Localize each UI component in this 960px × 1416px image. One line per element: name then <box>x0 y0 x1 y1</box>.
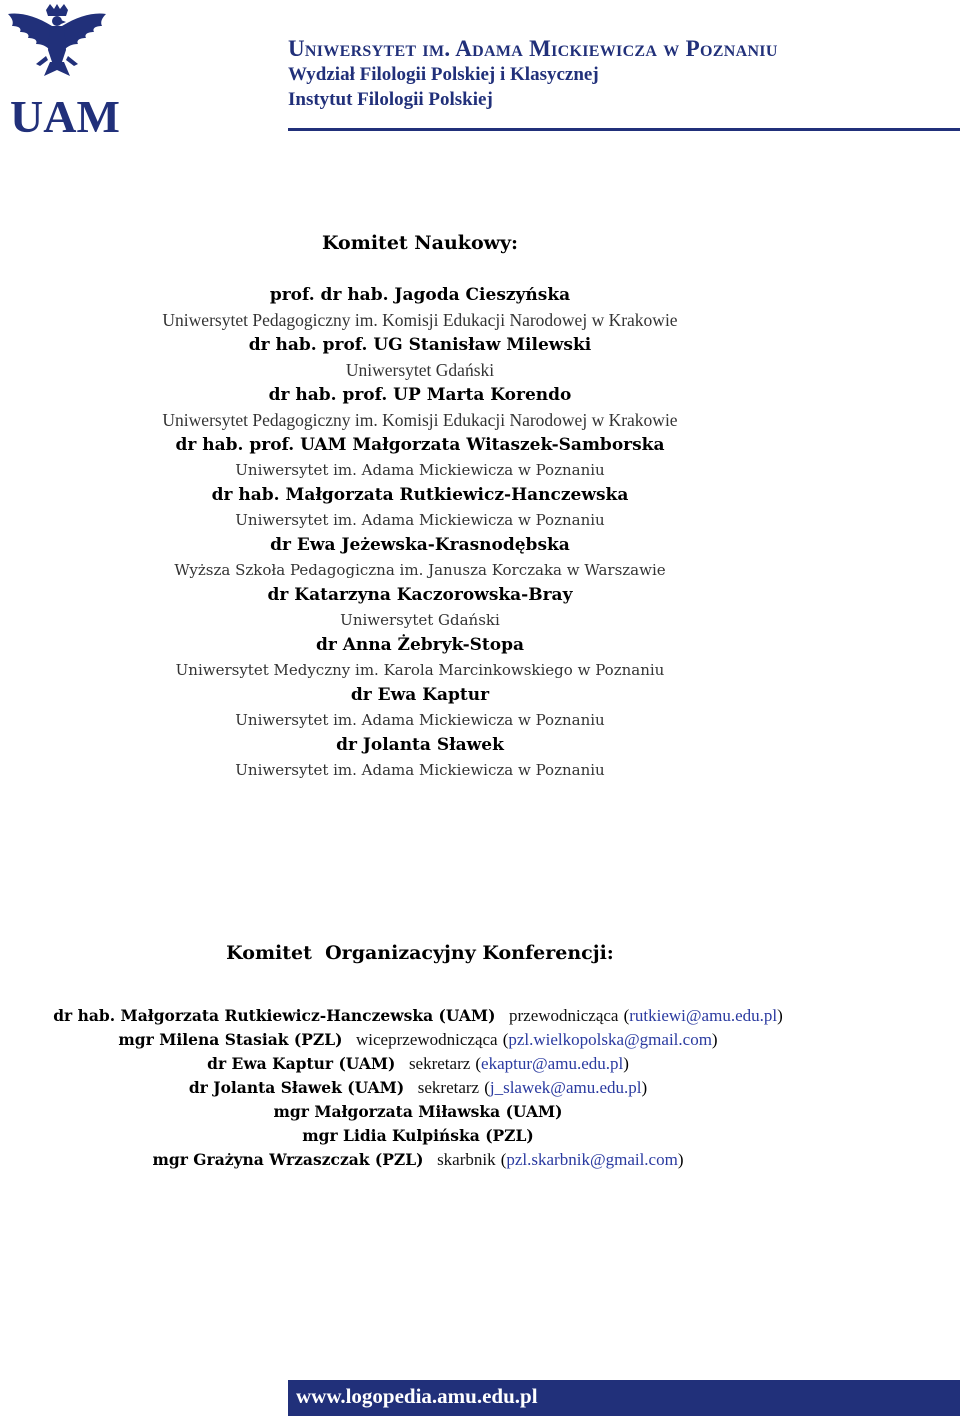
member-name: dr Jolanta Sławek <box>336 735 504 755</box>
organizer-row: dr Ewa Kaptur (UAM) sekretarz (ekaptur@amu.edu.pl) <box>207 1054 629 1073</box>
organizer-row: mgr Grażyna Wrzaszczak (PZL) skarbnik (pzl.skarbnik@gmail.com) <box>152 1150 684 1169</box>
organizer-email-link[interactable]: rutkiewi@amu.edu.pl <box>629 1006 778 1025</box>
member-affiliation: Uniwersytet Medyczny im. Karola Marcinkowskiego w Poznaniu <box>175 661 665 679</box>
organizer-name: mgr Grażyna Wrzaszczak (PZL) <box>152 1150 424 1169</box>
organizer-row: dr hab. Małgorzata Rutkiewicz-Hanczewska (UAM) przewodnicząca (rutkiewi@amu.edu.pl) <box>53 1006 783 1025</box>
committee-member <box>0 433 840 483</box>
header-rule <box>288 128 960 131</box>
organizing-committee-list <box>0 1004 836 1172</box>
organizer-row: mgr Milena Stasiak (PZL) wiceprzewodnicząca (pzl.wielkopolska@gmail.com) <box>118 1030 718 1049</box>
member-name: dr Ewa Jeżewska-Krasnodębska <box>270 535 570 555</box>
institute-name: Instytut Filologii Polskiej <box>288 89 493 110</box>
member-affiliation: Uniwersytet Gdański <box>340 611 500 629</box>
member-name: dr hab. prof. UAM Małgorzata Witaszek-Samborska <box>175 435 665 455</box>
university-name: Uniwersytet im. Adama Mickiewicza w Poznaniu <box>288 36 778 61</box>
faculty-name: Wydział Filologii Polskiej i Klasycznej <box>288 64 599 85</box>
organizer-name: mgr Lidia Kulpińska (PZL) <box>302 1126 534 1145</box>
organizer-role: przewodnicząca <box>509 1006 619 1025</box>
committee-member <box>0 283 840 333</box>
organizer-role: wiceprzewodnicząca <box>356 1030 498 1049</box>
member-affiliation: Uniwersytet Pedagogiczny im. Komisji Edukacji Narodowej w Krakowie <box>162 310 678 330</box>
scientific-committee-list <box>0 283 840 783</box>
committee-member <box>0 683 840 733</box>
letterhead <box>288 36 928 112</box>
member-affiliation: Uniwersytet im. Adama Mickiewicza w Poznaniu <box>235 461 605 479</box>
member-name: dr Anna Żebryk-Stopa <box>315 635 525 655</box>
member-name: dr hab. prof. UP Marta Korendo <box>268 385 572 405</box>
committee-member <box>0 583 840 633</box>
member-affiliation: Uniwersytet im. Adama Mickiewicza w Poznaniu <box>235 711 605 729</box>
organizing-committee-title: Komitet Organizacyjny Konferencji: <box>226 942 614 964</box>
organizer-email-link[interactable]: pzl.skarbnik@gmail.com <box>506 1150 678 1169</box>
scientific-committee-title: Komitet Naukowy: <box>321 232 519 254</box>
uam-eagle-logo-icon <box>6 4 120 142</box>
organizer-role: sekretarz <box>408 1054 471 1073</box>
organizer-role: skarbnik <box>437 1150 496 1169</box>
member-affiliation: Uniwersytet Gdański <box>345 360 495 380</box>
committee-member <box>0 383 840 433</box>
member-name: dr hab. Małgorzata Rutkiewicz-Hanczewska <box>211 485 629 505</box>
organizer-row <box>0 1100 836 1124</box>
member-affiliation: Uniwersytet im. Adama Mickiewicza w Poznaniu <box>235 511 605 529</box>
committee-member <box>0 483 840 533</box>
committee-member <box>0 633 840 683</box>
organizer-email-link[interactable]: pzl.wielkopolska@gmail.com <box>508 1030 712 1049</box>
organizer-email-link[interactable]: j_slawek@amu.edu.pl <box>489 1078 642 1097</box>
member-affiliation: Uniwersytet Pedagogiczny im. Komisji Edukacji Narodowej w Krakowie <box>162 410 678 430</box>
organizer-row <box>0 1124 836 1148</box>
organizer-email-link[interactable]: ekaptur@amu.edu.pl <box>481 1054 624 1073</box>
member-affiliation: Wyższa Szkoła Pedagogiczna im. Janusza Korczaka w Warszawie <box>174 561 666 579</box>
committee-member <box>0 533 840 583</box>
member-name: dr hab. prof. UG Stanisław Milewski <box>248 335 592 355</box>
organizer-name: mgr Małgorzata Miławska (UAM) <box>273 1102 563 1121</box>
organizer-name: dr Jolanta Sławek (UAM) <box>188 1078 405 1097</box>
website-link[interactable]: www.logopedia.amu.edu.pl <box>296 1384 538 1408</box>
organizer-name: dr hab. Małgorzata Rutkiewicz-Hanczewska (UAM) <box>53 1006 496 1025</box>
organizer-name: dr Ewa Kaptur (UAM) <box>207 1054 396 1073</box>
organizer-role: sekretarz <box>417 1078 480 1097</box>
member-name: prof. dr hab. Jagoda Cieszyńska <box>269 285 571 305</box>
footer-bar <box>288 1380 960 1416</box>
member-name: dr Katarzyna Kaczorowska-Bray <box>267 585 573 605</box>
member-name: dr Ewa Kaptur <box>350 685 490 705</box>
committee-member <box>0 733 840 783</box>
uam-logo <box>6 4 120 142</box>
uam-logo-text: UAM <box>10 91 120 142</box>
committee-member <box>0 333 840 383</box>
member-affiliation: Uniwersytet im. Adama Mickiewicza w Poznaniu <box>235 761 605 779</box>
organizer-name: mgr Milena Stasiak (PZL) <box>118 1030 343 1049</box>
organizer-row: dr Jolanta Sławek (UAM) sekretarz (j_slawek@amu.edu.pl) <box>188 1078 648 1097</box>
